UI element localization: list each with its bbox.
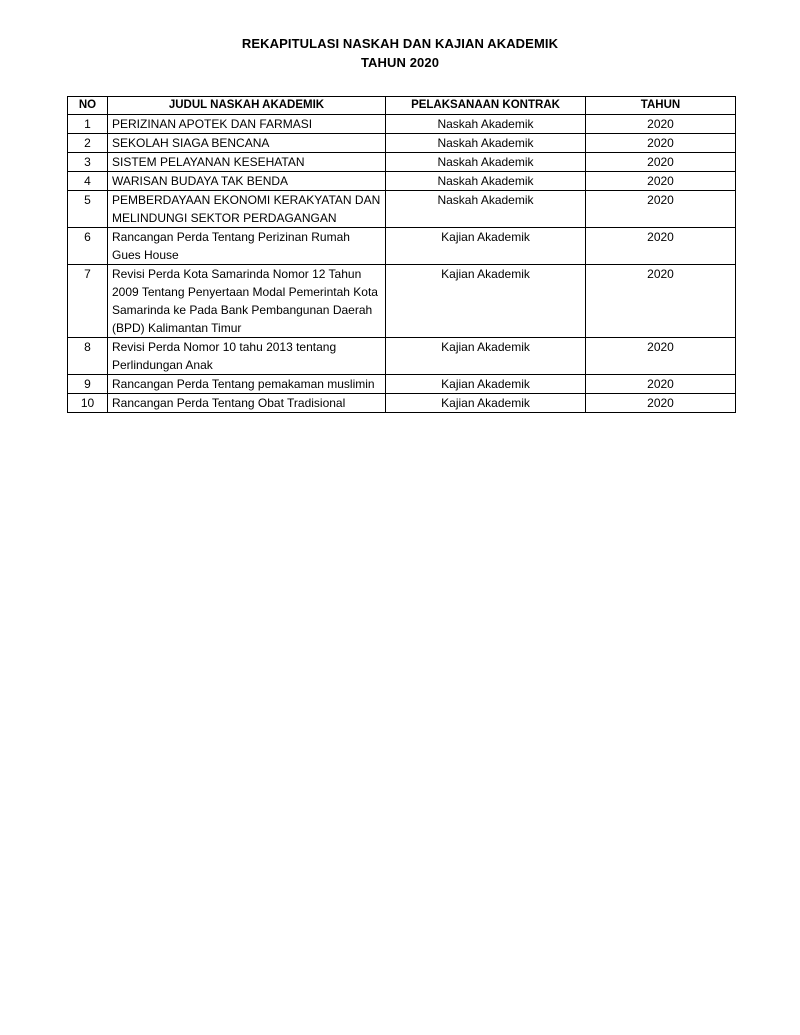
cell-title: PERIZINAN APOTEK DAN FARMASI <box>108 115 386 134</box>
header-contract: PELAKSANAAN KONTRAK <box>386 97 586 115</box>
table-row <box>68 375 736 394</box>
table-row <box>68 153 736 172</box>
cell-no: 4 <box>68 172 108 191</box>
table-row <box>68 134 736 153</box>
cell-contract: Naskah Akademik <box>386 134 586 153</box>
cell-contract: Kajian Akademik <box>386 394 586 413</box>
cell-year: 2020 <box>586 338 736 375</box>
cell-title: Revisi Perda Nomor 10 tahu 2013 tentang Perlindungan Anak <box>108 338 386 375</box>
cell-year: 2020 <box>586 115 736 134</box>
cell-contract: Naskah Akademik <box>386 172 586 191</box>
cell-contract: Naskah Akademik <box>386 191 586 228</box>
cell-no: 8 <box>68 338 108 375</box>
cell-no: 9 <box>68 375 108 394</box>
cell-year: 2020 <box>586 265 736 338</box>
cell-no: 6 <box>68 228 108 265</box>
cell-title: SISTEM PELAYANAN KESEHATAN <box>108 153 386 172</box>
cell-contract: Kajian Akademik <box>386 375 586 394</box>
cell-title: PEMBERDAYAAN EKONOMI KERAKYATAN DAN MELINDUNGI SEKTOR PERDAGANGAN <box>108 191 386 228</box>
cell-title: SEKOLAH SIAGA BENCANA <box>108 134 386 153</box>
cell-no: 3 <box>68 153 108 172</box>
cell-contract: Kajian Akademik <box>386 265 586 338</box>
cell-no: 1 <box>68 115 108 134</box>
table-row <box>68 172 736 191</box>
table-row <box>68 191 736 228</box>
cell-no: 10 <box>68 394 108 413</box>
document-title: REKAPITULASI NASKAH DAN KAJIAN AKADEMIK <box>241 36 559 51</box>
cell-title: Rancangan Perda Tentang Perizinan Rumah Gues House <box>108 228 386 265</box>
cell-year: 2020 <box>586 134 736 153</box>
document-title-block <box>0 34 800 72</box>
recap-table <box>67 96 736 413</box>
cell-year: 2020 <box>586 375 736 394</box>
document-subtitle-year: TAHUN 2020 <box>360 55 440 70</box>
cell-year: 2020 <box>586 228 736 265</box>
cell-title: Rancangan Perda Tentang Obat Tradisional <box>108 394 386 413</box>
cell-contract: Kajian Akademik <box>386 338 586 375</box>
cell-no: 2 <box>68 134 108 153</box>
cell-year: 2020 <box>586 153 736 172</box>
cell-title: WARISAN BUDAYA TAK BENDA <box>108 172 386 191</box>
header-year: TAHUN <box>586 97 736 115</box>
cell-title: Rancangan Perda Tentang pemakaman muslimin <box>108 375 386 394</box>
table-row <box>68 228 736 265</box>
header-row <box>68 97 736 115</box>
cell-contract: Naskah Akademik <box>386 153 586 172</box>
cell-contract: Kajian Akademik <box>386 228 586 265</box>
cell-year: 2020 <box>586 191 736 228</box>
table-row <box>68 394 736 413</box>
table-row <box>68 265 736 338</box>
table-row <box>68 338 736 375</box>
cell-no: 7 <box>68 265 108 338</box>
table-header <box>68 97 736 115</box>
cell-contract: Naskah Akademik <box>386 115 586 134</box>
header-no: NO <box>68 97 108 115</box>
cell-year: 2020 <box>586 394 736 413</box>
table-row <box>68 115 736 134</box>
header-title: JUDUL NASKAH AKADEMIK <box>108 97 386 115</box>
cell-title: Revisi Perda Kota Samarinda Nomor 12 Tahun 2009 Tentang Penyertaan Modal Pemerintah Kota Samarinda ke Pada Bank Pembangunan Daerah (BPD) Kalimantan Timur <box>108 265 386 338</box>
cell-year: 2020 <box>586 172 736 191</box>
table-body <box>68 115 736 413</box>
cell-no: 5 <box>68 191 108 228</box>
